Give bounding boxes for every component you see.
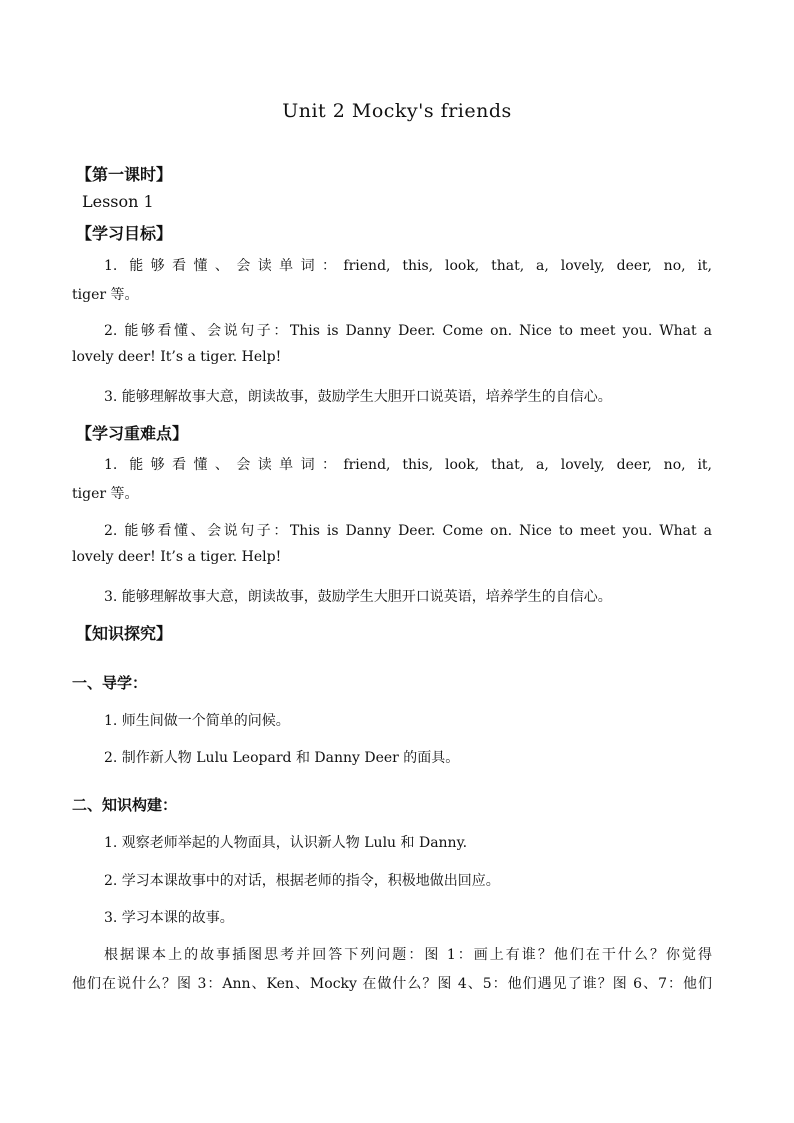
lesson-tag: 【第一课时】 — [76, 165, 173, 184]
goals-heading: 【学习目标】 — [76, 224, 173, 243]
key-2-line-b: lovely deer! It’s a tiger. Help! — [72, 549, 282, 565]
key-1-line-a: 1. 能够看懂、会读单词：friend, this, look, that, a, lovely, deer, no, it, — [104, 457, 712, 473]
section-2-item-3: 3. 学习本课的故事。 — [104, 910, 234, 926]
goal-3: 3. 能够理解故事大意，朗读故事，鼓励学生大胆开口说英语，培养学生的自信心。 — [104, 389, 612, 405]
section-1-title: 一、导学： — [72, 674, 148, 692]
key-heading: 【学习重难点】 — [76, 424, 189, 443]
explore-heading: 【知识探究】 — [76, 624, 173, 643]
paragraph-line-b: 他们在说什么？图 3：Ann、Ken、Mocky 在做什么？图 4、5：他们遇见了谁？图 6、7：他们 — [72, 976, 712, 992]
goal-1-line-b: tiger 等。 — [72, 287, 139, 303]
section-2-item-1: 1. 观察老师举起的人物面具，认识新人物 Lulu 和 Danny. — [104, 835, 468, 851]
section-1-item-1: 1. 师生间做一个简单的问候。 — [104, 713, 290, 729]
key-2-line-a: 2. 能够看懂、会说句子：This is Danny Deer. Come on. Nice to meet you. What a — [104, 523, 712, 539]
goal-2-line-a: 2. 能够看懂、会说句子：This is Danny Deer. Come on. Nice to meet you. What a — [104, 323, 712, 339]
key-3: 3. 能够理解故事大意，朗读故事，鼓励学生大胆开口说英语，培养学生的自信心。 — [104, 589, 612, 605]
goal-1-line-a: 1. 能够看懂、会读单词：friend, this, look, that, a, lovely, deer, no, it, — [104, 258, 712, 274]
section-2-title: 二、知识构建： — [72, 796, 178, 814]
document-title: Unit 2 Mocky's friends — [282, 100, 512, 122]
section-2-item-2: 2. 学习本课故事中的对话，根据老师的指令，积极地做出回应。 — [104, 873, 500, 889]
lesson-name: Lesson 1 — [82, 192, 154, 211]
section-1-item-2: 2. 制作新人物 Lulu Leopard 和 Danny Deer 的面具。 — [104, 750, 460, 766]
goal-2-line-b: lovely deer! It’s a tiger. Help! — [72, 349, 282, 365]
paragraph-line-a: 根据课本上的故事插图思考并回答下列问题：图 1：画上有谁？他们在干什么？你觉得 — [104, 947, 712, 963]
key-1-line-b: tiger 等。 — [72, 486, 139, 502]
